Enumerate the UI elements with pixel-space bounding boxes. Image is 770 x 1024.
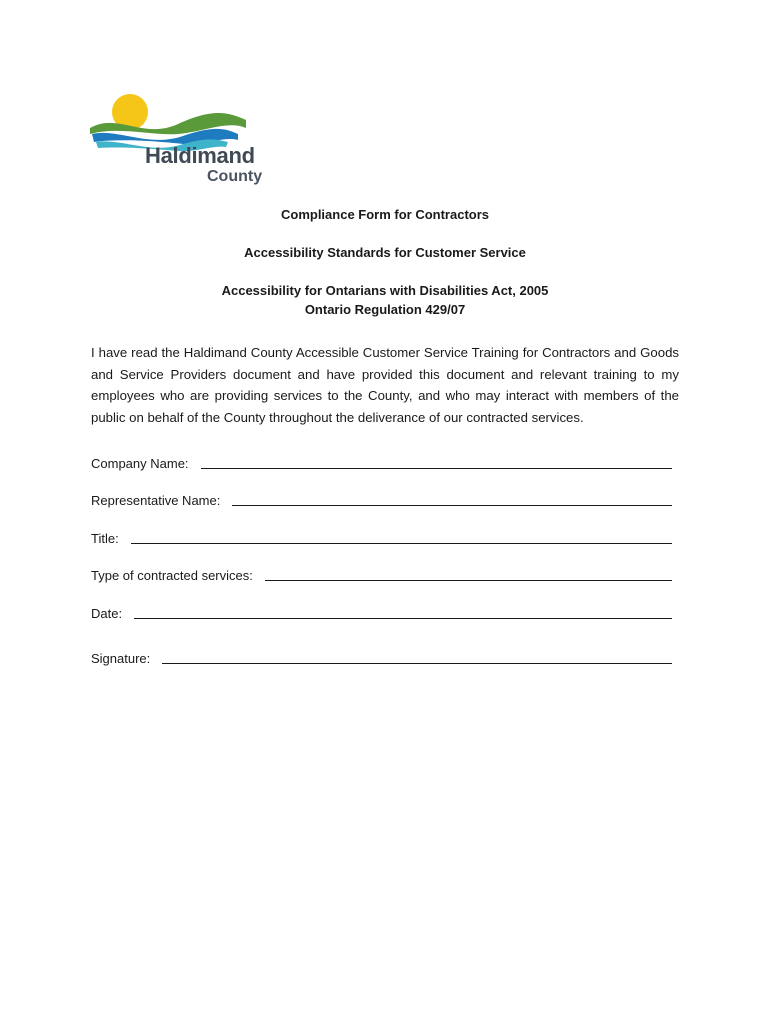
contracted-services-field[interactable] (91, 566, 672, 583)
logo-wordmark-county: County (207, 168, 263, 185)
title-field[interactable] (91, 529, 672, 546)
date-label: Date: (91, 606, 123, 621)
title-label: Title: (91, 531, 119, 546)
representative-name-field[interactable] (91, 491, 672, 508)
contracted-services-line[interactable] (265, 566, 672, 581)
date-line[interactable] (134, 604, 672, 619)
company-name-field[interactable] (91, 454, 672, 471)
title-line[interactable] (131, 529, 672, 544)
declaration-paragraph: I have read the Haldimand County Accessible Customer Service Training for Contractors and Goods and Service Providers document and have provided this document and relevant training to my employees who are providing services to the County, and who may interact with members of the public on behalf of the County throughout the deliverance of our contracted services. (91, 345, 679, 425)
representative-name-line[interactable] (232, 491, 672, 506)
company-name-line[interactable] (201, 454, 672, 469)
date-field[interactable] (91, 604, 672, 621)
regulation-heading: Ontario Regulation 429/07 (304, 302, 466, 317)
form-title: Compliance Form for Contractors (280, 207, 490, 222)
representative-name-label: Representative Name: (91, 493, 221, 508)
contracted-services-label: Type of contracted services: (91, 568, 253, 583)
signature-field[interactable] (91, 649, 672, 666)
logo-wordmark-haldimand: Haldimand (145, 143, 255, 168)
signature-label: Signature: (91, 651, 151, 666)
act-heading: Accessibility for Ontarians with Disabilities Act, 2005 (221, 283, 549, 298)
signature-line[interactable] (162, 649, 672, 664)
company-name-label: Company Name: (91, 456, 189, 471)
standard-heading: Accessibility Standards for Customer Service (244, 245, 526, 260)
